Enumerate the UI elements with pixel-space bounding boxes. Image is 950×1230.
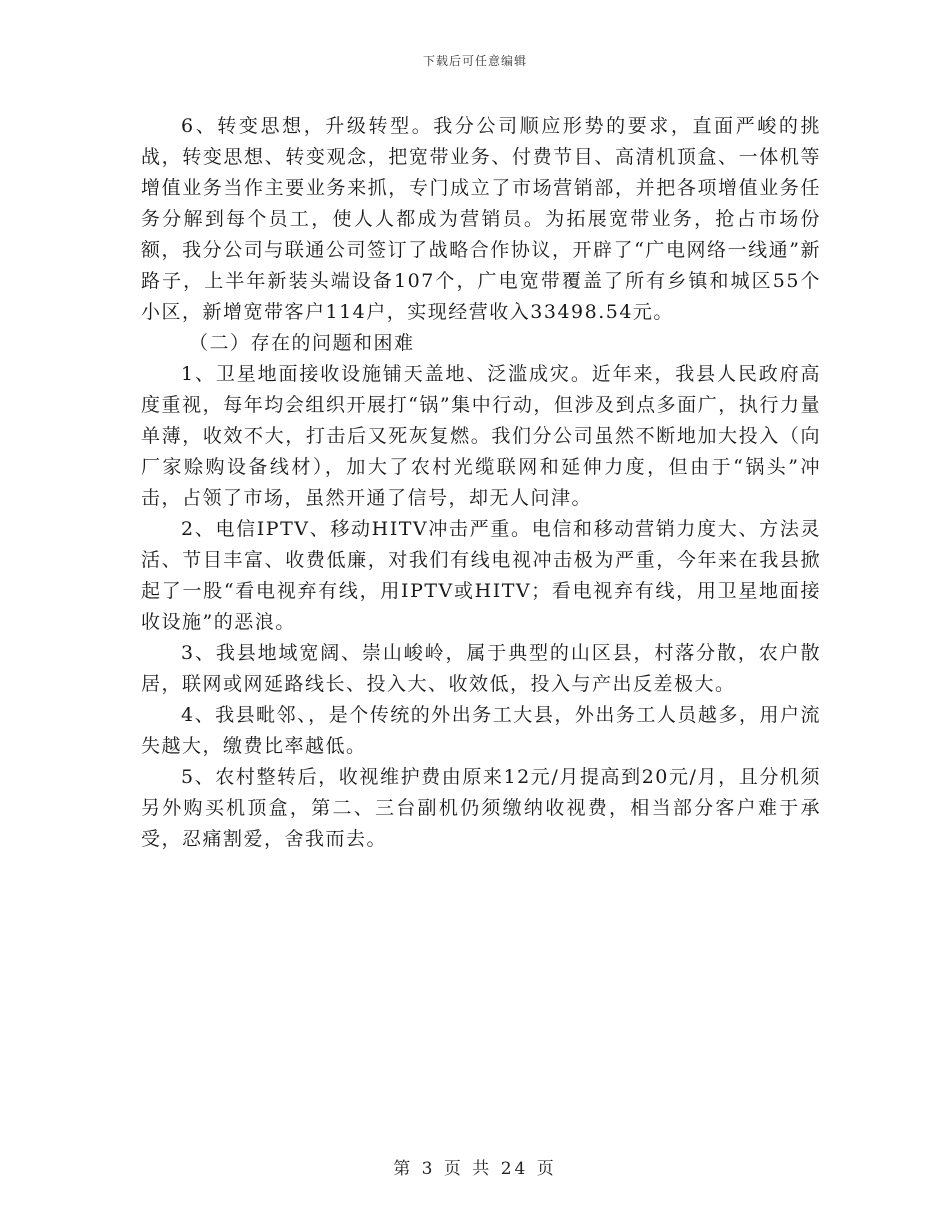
paragraph-transformation: 6、转变思想，升级转型。我分公司顺应形势的要求，直面严峻的挑战，转变思想、转变观念，把宽带业务、付费节目、高清机顶盒、一体机等增值业务当作主要业务来抓，专门成立了市场营销部，并把各项增值业务任务分解到每个员工，使人人都成为营销员。为拓展宽带业务，抢占市场份额，我分公司与联通公司签订了战略合作协议，开辟了“广电网络一线通”新路子，上半年新装头端设备107个，广电宽带覆盖了所有乡镇和城区55个小区，新增宽带客户114户，实现经营收入33498.54元。: [141, 115, 821, 323]
page-header: 下载后可任意编辑: [422, 54, 527, 68]
document-body: [141, 111, 821, 855]
paragraph-terrain: 3、我县地域宽阔、崇山峻岭，属于典型的山区县，村落分散，农户散居，联网或网延路线长、投入大、收效低，投入与产出反差极大。: [141, 642, 821, 695]
paragraph-iptv-competition: 2、电信IPTV、移动HITV冲击严重。电信和移动营销力度大、方法灵活、节目丰富、收费低廉，对我们有线电视冲击极为严重，今年来在我县掀起了一股“看电视弃有线，用IPTV或HITV；看电视弃有线，用卫星地面接收设施”的恶浪。: [141, 518, 821, 633]
paragraph-satellite-issue: 1、卫星地面接收设施铺天盖地、泛滥成灾。近年来，我县人民政府高度重视，每年均会组织开展打“锅”集中行动，但涉及到点多面广，执行力量单薄，收效不大，打击后又死灰复燃。我们分公司虽然不断地加大投入（向厂家赊购设备线材），加大了农村光缆联网和延伸力度，但由于“锅头”冲击，占领了市场，虽然开通了信号，却无人问津。: [141, 363, 821, 509]
paragraph-migrant-workers: 4、我县毗邻、，是个传统的外出务工大县，外出务工人员越多，用户流失越大，缴费比率越低。: [141, 704, 821, 757]
page-number: 第 3 页 共 24 页: [393, 1159, 557, 1179]
paragraph-fee-increase: 5、农村整转后，收视维护费由原来12元/月提高到20元/月，且分机须另外购买机顶盒，第二、三台副机仍须缴纳收视费，相当部分客户难于承受，忍痛割爱，舍我而去。: [141, 766, 821, 850]
section-heading-problems: （二）存在的问题和困难: [189, 332, 415, 354]
